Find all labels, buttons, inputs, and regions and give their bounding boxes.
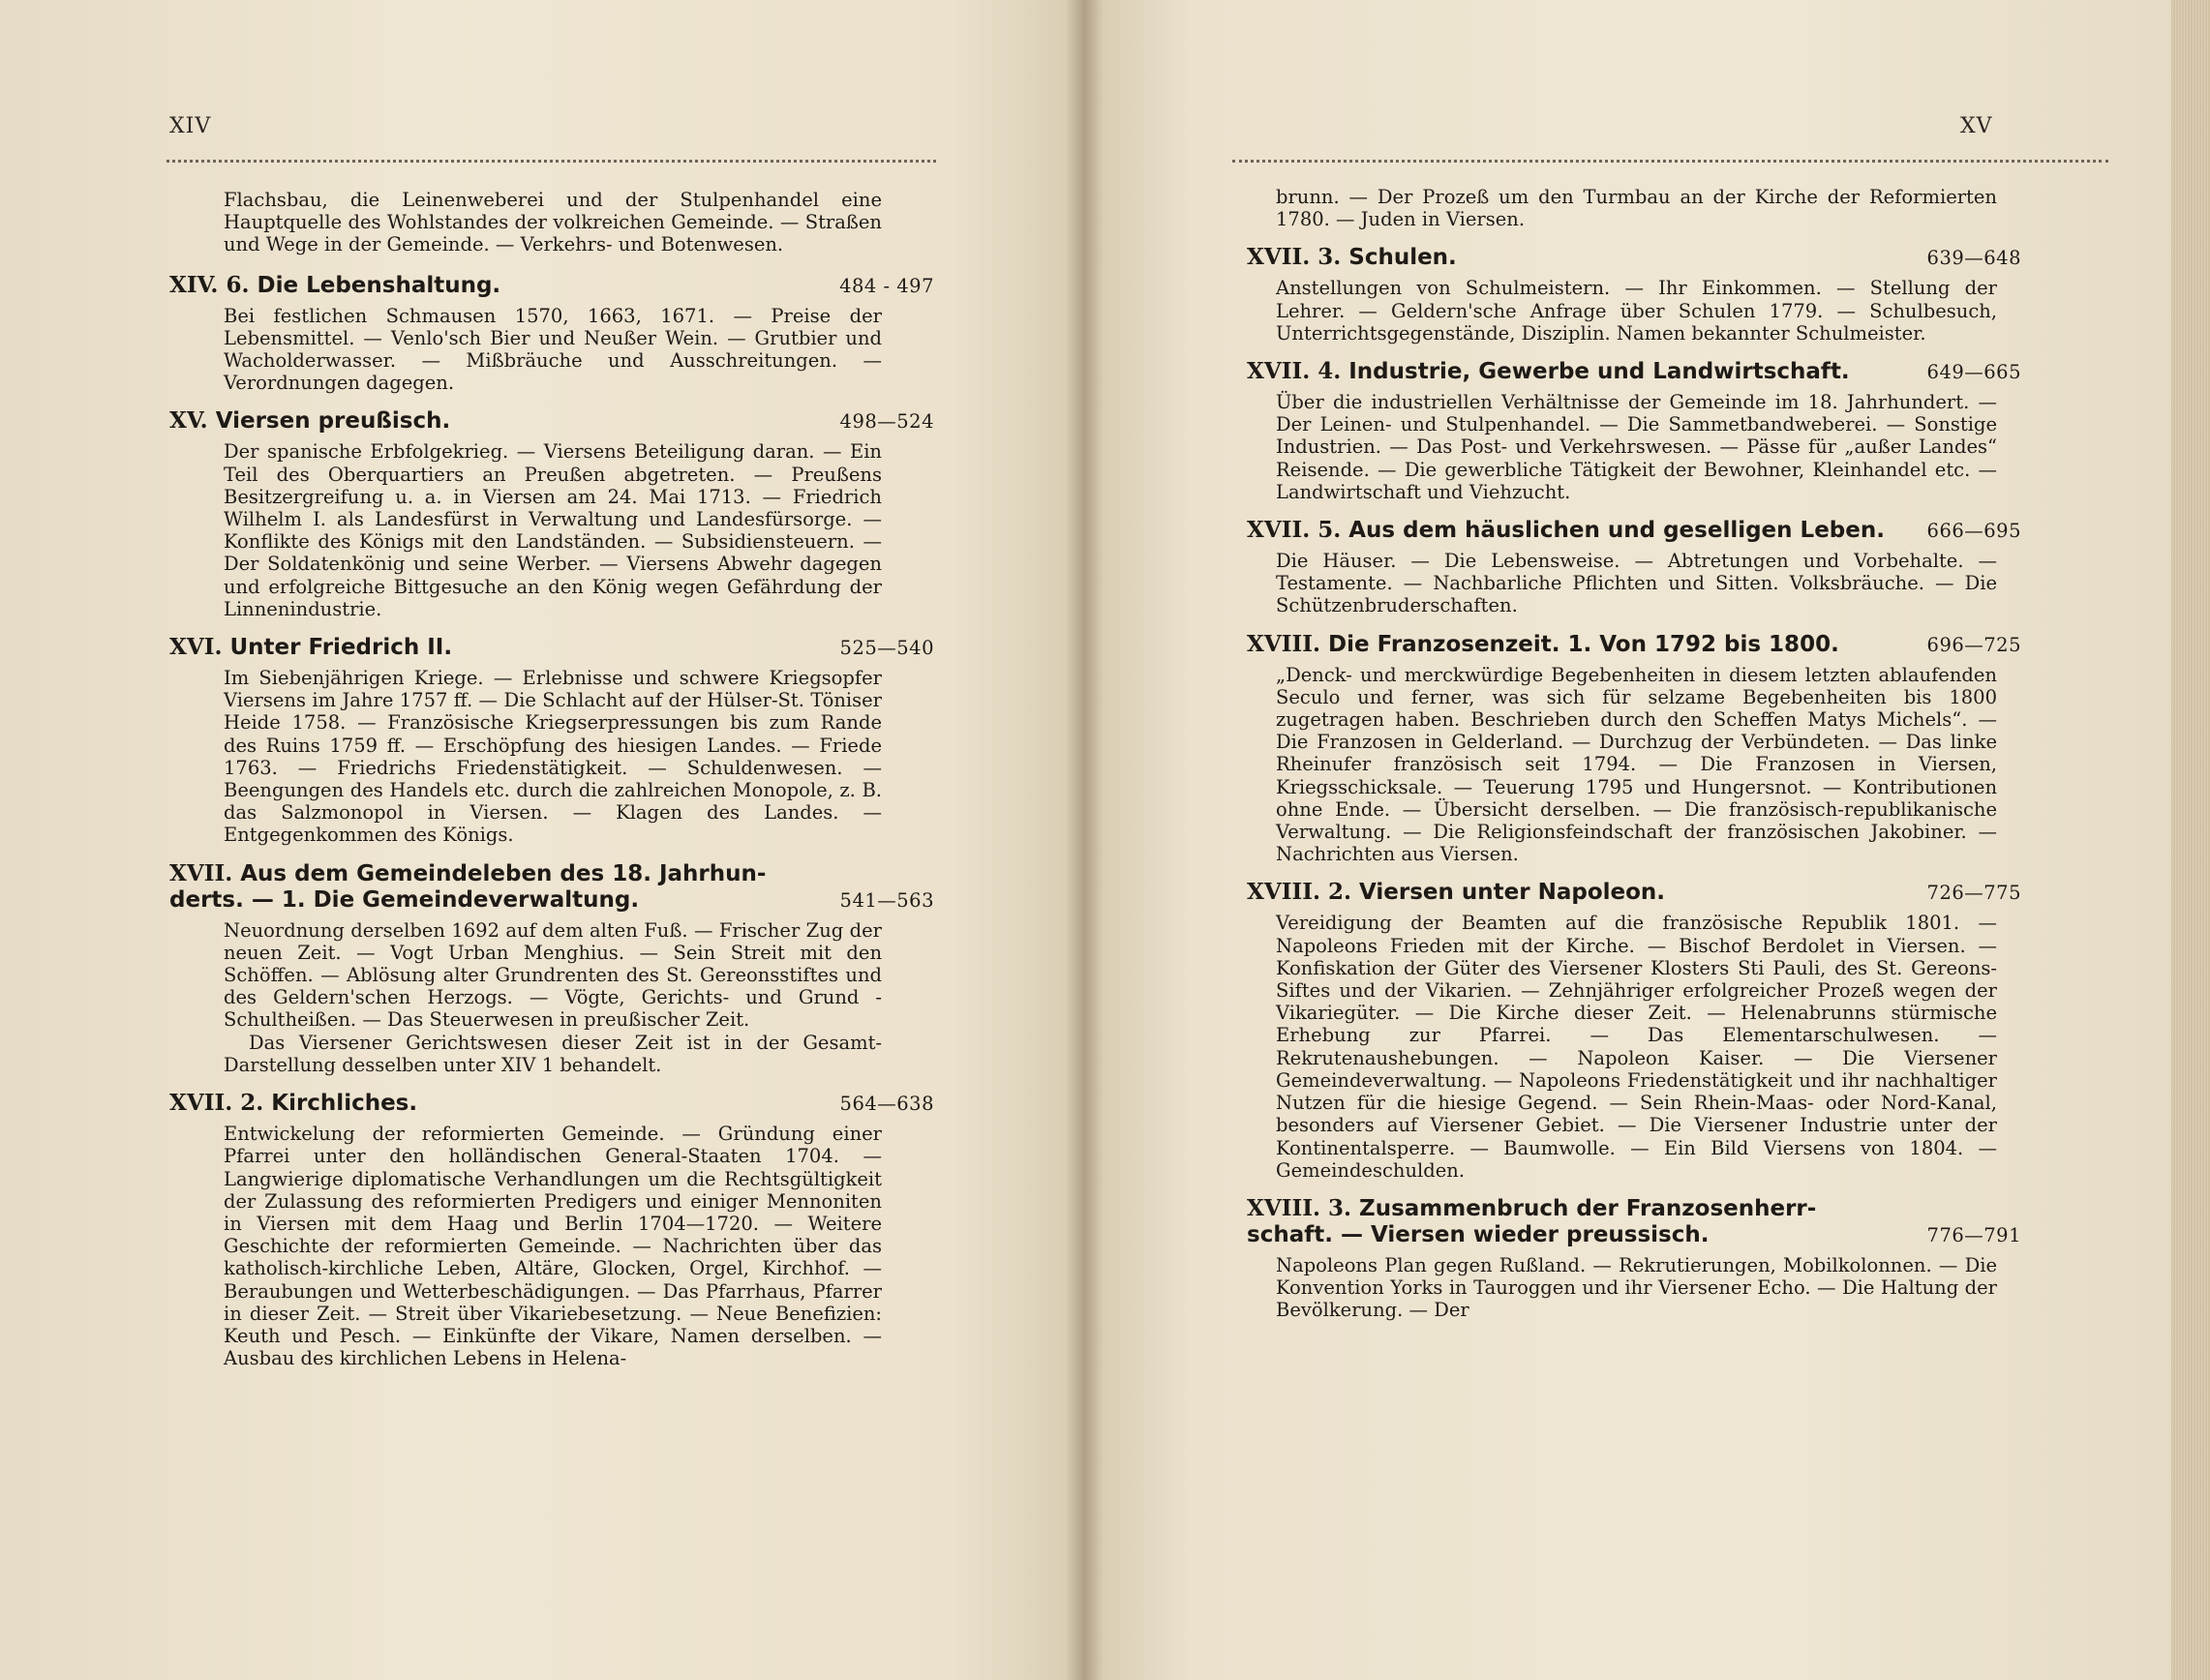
entry-number: XIV. 6.: [169, 271, 250, 298]
entry-title: Kirchliches.: [271, 1091, 418, 1117]
entry-number: XVIII. 3.: [1247, 1194, 1351, 1221]
page-number-left: XIV: [169, 114, 212, 138]
entry-heading: [169, 860, 934, 914]
toc-entry: [169, 272, 934, 395]
entry-title-line-1: Aus dem Gemeindeleben des 18. Jahrhun-: [240, 860, 767, 886]
entry-heading: [1247, 517, 2021, 544]
entry-title: Unter Friedrich II.: [229, 635, 453, 661]
entry-heading: [1247, 879, 2021, 906]
entry-title: Die Franzosenzeit. 1. Von 1792 bis 1800.: [1328, 631, 1839, 657]
entry-description: „Denck- und merckwürdige Begebenheiten in diesem letzten ablaufenden Seculo und ferner, was sich für selzame Begebenheiten bis 1800 zugetragen haben. Beschrieben durch den Scheffen Matys Michels“. — Die Franzosen in Gelderland. — Durchzug der Verbündeten. — Das linke Rheinufer französisch seit 1794. — Die Franzosen in Viersen, Kriegsschicksale. — Teuerung 1795 und Hungersnot. — Kontributionen ohne Ende. — Übersicht derselben. — Die französisch-republikanische Verwaltung. — Die Religionsfeindschaft der französischen Jakobiner. — Nachrichten aus Viersen.: [1276, 663, 1997, 866]
entry-number: XVII. 4.: [1247, 358, 1342, 385]
entry-description: Entwickelung der reformierten Gemeinde. — Gründung einer Pfarrei unter den holländischen General-Staaten 1704. — Langwierige diplomatische Verhandlungen um die Rechtsgültigkeit der Zulassung des reformierten Predigers und einiger Mennoniten in Viersen mit dem Haag und Berlin 1704—1720. — Weitere Geschichte der reformierten Gemeinde. — Nachrichten über das katholisch-kirchliche Leben, Altäre, Glocken, Orgel, Kirchhof. — Beraubungen und Wetterbeschädigungen. — Das Pfarrhaus, Pfarrer in dieser Zeit. — Streit über Vikariebesetzung. — Neue Benefizien: Keuth und Pesch. — Einkünfte der Vikare, Namen derselben. — Ausbau des kirchlichen Lebens in Helena-: [224, 1123, 882, 1370]
left-page: [0, 0, 1082, 1680]
right-page: [1082, 0, 2171, 1680]
page-range: 498—524: [839, 410, 934, 434]
entry-heading: [1247, 1195, 2021, 1248]
entry-heading: [169, 407, 934, 435]
page-range: 564—638: [839, 1093, 934, 1116]
page-range: 639—648: [1926, 247, 2021, 270]
entry-number: XVIII. 2.: [1247, 879, 1351, 906]
entry-description: Im Siebenjährigen Kriege. — Erlebnisse und schwere Kriegsopfer Viersens im Jahre 1757 ff. — Die Schlacht auf der Hülser-St. Töniser Heide 1758. — Französische Kriegserpressungen bis zum Rande des Ruins 1759 ff. — Erschöpfung des hiesigen Landes. — Friede 1763. — Friedrichs Friedenstätigkeit. — Schuldenwesen. — Beengungen des Handels etc. durch die zahlreichen Monopole, z. B. das Salzmonopol in Viersen. — Klagen des Landes. — Entgegenkommen des Königs.: [224, 667, 882, 847]
page-range: 696—725: [1926, 633, 2021, 656]
left-page-content: [169, 189, 934, 1369]
right-page-content: [1247, 186, 2104, 1322]
entry-title: Industrie, Gewerbe und Landwirtschaft.: [1348, 359, 1850, 385]
entry-heading: [1247, 244, 2021, 271]
entry-description: Bei festlichen Schmausen 1570, 1663, 1671. — Preise der Lebensmittel. — Venlo'sch Bier und Neußer Wein. — Grutbier und Wacholderwasser. — Mißbräuche und Ausschreitungen. — Verordnungen dagegen.: [224, 304, 882, 395]
toc-entry: [1247, 358, 2104, 503]
page-range: 726—775: [1926, 882, 2021, 905]
page-range: 541—563: [839, 888, 934, 912]
toc-entry: [1247, 1194, 2104, 1322]
entry-title: Viersen unter Napoleon.: [1359, 880, 1666, 906]
entry-title-line-1: Zusammenbruch der Franzosenherr-: [1359, 1195, 1817, 1221]
entry-number: XVII. 2.: [169, 1090, 264, 1117]
page-edges: [2171, 0, 2210, 1680]
entry-title: Schulen.: [1348, 245, 1457, 271]
entry-title: Aus dem häuslichen und geselligen Leben.: [1348, 518, 1885, 544]
entry-number: XVII. 5.: [1247, 517, 1342, 544]
intro-paragraph: brunn. — Der Prozeß um den Turmbau an der Kirche der Reformierten 1780. — Juden in Viersen.: [1276, 186, 1997, 231]
entry-description: Die Häuser. — Die Lebensweise. — Abtretungen und Vorbehalte. — Testamente. — Nachbarliche Pflichten und Sitten. Volksbräuche. — Die Schützenbruderschaften.: [1276, 550, 1997, 617]
toc-entry: [1247, 630, 2104, 866]
toc-entry: [169, 860, 934, 1076]
entry-number: XVII.: [169, 859, 233, 886]
header-rule: [1232, 160, 2108, 163]
page-range: 484 - 497: [839, 274, 934, 297]
entry-description: Vereidigung der Beamten auf die französische Republik 1801. — Napoleons Frieden mit der Kirche. — Bischof Berdolet in Viersen. — Konfiskation der Güter des Viersener Klosters Sti Pauli, des St. Gereons-Siftes und der Vikarien. — Zehnjähriger erfolgreicher Prozeß wegen der Vikariegüter. — Die Kirche dieser Zeit. — Helenabrunns stürmische Erhebung zur Pfarrei. — Das Elementarschulwesen. — Rekrutenaushebungen. — Napoleon Kaiser. — Die Viersener Gemeindeverwaltung. — Napoleons Friedenstätigkeit und ihr nachhaltiger Nutzen für die hiesige Gegend. — Sein Rhein-Maas- oder Nord-Kanal, besonders auf Viersener Gebiet. — Die Viersener Industrie unter der Kontinentalsperre. — Baumwolle. — Ein Bild Viersens von 1804. — Gemeindeschulden.: [1276, 912, 1997, 1182]
entry-description: Der spanische Erbfolgekrieg. — Viersens Beteiligung daran. — Ein Teil des Oberquartiers an Preußen abgetreten. — Preußens Besitzergreifung u. a. in Viersen am 24. Mai 1713. — Friedrich Wilhelm I. als Landesfürst in Verwaltung und Landesfürsorge. — Konflikte des Königs mit den Landständen. — Subsidiensteuern. — Der Soldatenkönig und seine Werber. — Viersens Abwehr dagegen und erfolgreiche Bittgesuche an den König wegen Gefährdung der Linnenindustrie.: [224, 440, 882, 620]
toc-entry: [1247, 879, 2104, 1182]
entry-number: XVIII.: [1247, 630, 1320, 657]
toc-entry: [169, 634, 934, 847]
entry-note: Das Viersener Gerichtswesen dieser Zeit ist in der Gesamt-Darstellung desselben unter XIV 1 behandelt.: [224, 1031, 882, 1076]
entry-description: Napoleons Plan gegen Rußland. — Rekrutierungen, Mobilkolonnen. — Die Konvention Yorks in Tauroggen und ihr Viersener Echo. — Die Haltung der Bevölkerung. — Der: [1276, 1253, 1997, 1322]
entry-title: Viersen preußisch.: [215, 408, 451, 435]
entry-title-line-2: derts. — 1. Die Gemeindeverwaltung.: [169, 886, 640, 913]
entry-heading: [169, 272, 934, 299]
entry-number: XVI.: [169, 634, 223, 661]
header-rule: [167, 160, 936, 163]
entry-title: Die Lebenshaltung.: [257, 272, 501, 298]
entry-heading: [1247, 631, 2021, 658]
entry-heading: [169, 1090, 934, 1117]
toc-entry: [169, 1090, 934, 1369]
entry-description: Neuordnung derselben 1692 auf dem alten Fuß. — Frischer Zug der neuen Zeit. — Vogt Urban Menghius. — Sein Streit mit den Schöffen. — Ablösung alter Grundrenten des St. Gereonsstiftes und des Geldern'schen Herzogs. — Vögte, Gerichts- und Grund - Schultheißen. — Das Steuerwesen in preußischer Zeit.: [224, 918, 882, 1032]
entry-heading: [1247, 358, 2021, 385]
entry-title-line-2: schaft. — Viersen wieder preussisch.: [1247, 1221, 1710, 1247]
page-number-right: XV: [1960, 114, 1993, 138]
toc-entry: [1247, 517, 2104, 617]
entry-description: Anstellungen von Schulmeistern. — Ihr Einkommen. — Stellung der Lehrer. — Geldern'sche Anfrage über Schulen 1779. — Schulbesuch, Unterrichtsgegenstände, Disziplin. Namen bekannter Schulmeister.: [1276, 277, 1997, 345]
page-range: 525—540: [839, 637, 934, 660]
entry-number: XVII. 3.: [1247, 244, 1342, 271]
book-gutter: [1065, 0, 1104, 1680]
page-range: 776—791: [1926, 1223, 2021, 1246]
toc-entry: [1247, 244, 2104, 345]
page-range: 666—695: [1926, 520, 2021, 543]
entry-description: Über die industriellen Verhältnisse der Gemeinde im 18. Jahrhundert. — Der Leinen- und Stulpenhandel. — Die Sammetbandweberei. — Sonstige Industrien. — Das Post- und Verkehrswesen. — Pässe für „außer Landes“ Reisende. — Die gewerbliche Tätigkeit der Bewohner, Kleinhandel etc. — Landwirtschaft und Viehzucht.: [1276, 391, 1997, 503]
entry-heading: [169, 634, 934, 661]
entry-number: XV.: [169, 407, 208, 435]
page-range: 649—665: [1926, 361, 2021, 384]
intro-paragraph: Flachsbau, die Leinenweberei und der Stulpenhandel eine Hauptquelle des Wohlstandes der volkreichen Gemeinde. — Straßen und Wege in der Gemeinde. — Verkehrs- und Botenwesen.: [224, 189, 882, 256]
toc-entry: [169, 407, 934, 620]
